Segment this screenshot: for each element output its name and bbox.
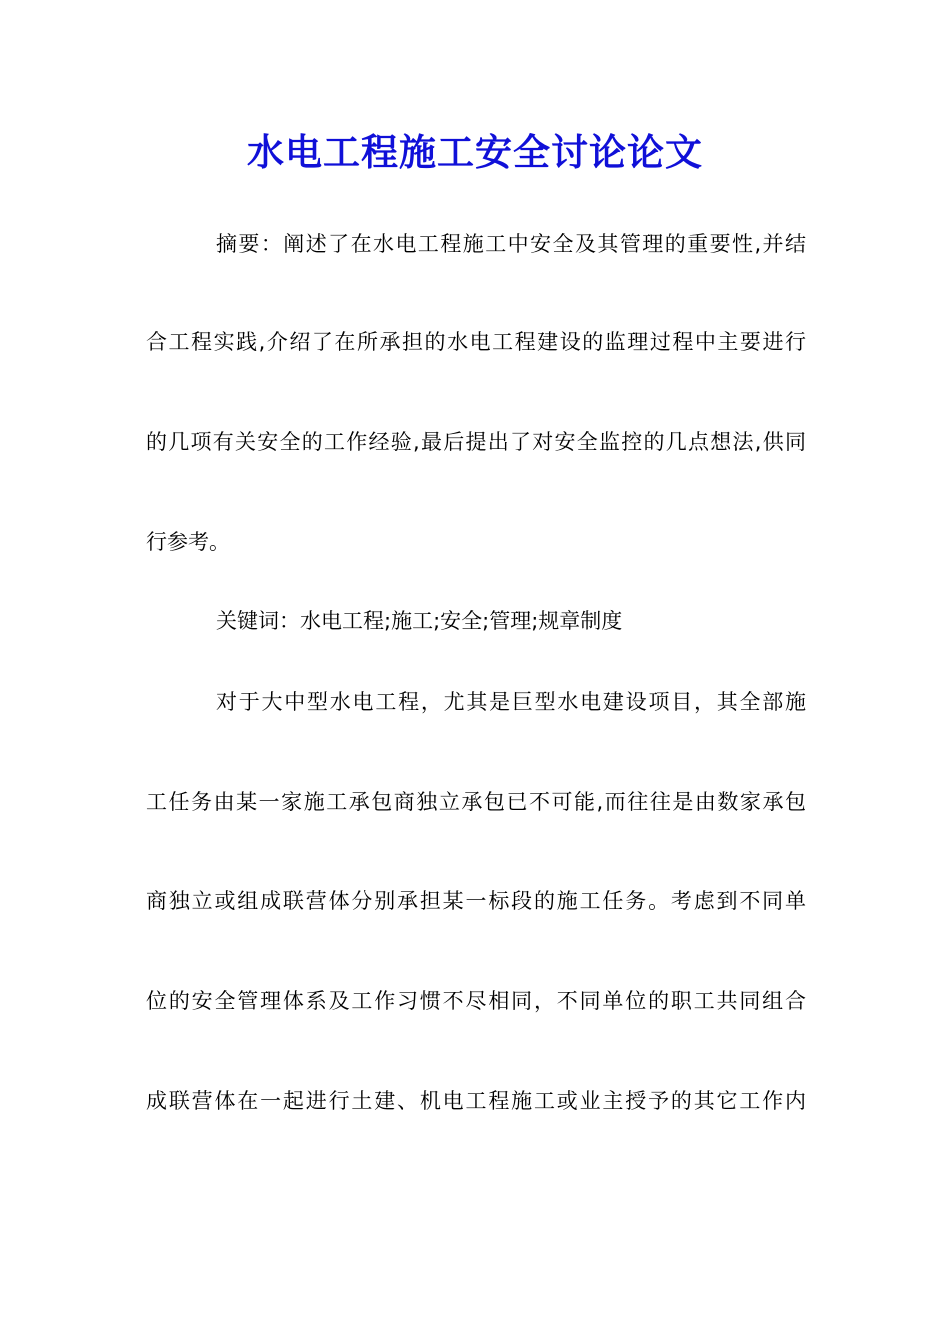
- document-title: 水电工程施工安全讨论论文: [247, 130, 703, 174]
- keywords-line: 关键词：水电工程;施工;安全;管理;规章制度: [216, 609, 623, 633]
- abstract-line: 摘要：阐述了在水电工程施工中安全及其管理的重要性,并结: [216, 232, 806, 256]
- body-line: 成联营体在一起进行土建、机电工程施工或业主授予的其它工作内: [146, 1089, 806, 1113]
- body-line: 商独立或组成联营体分别承担某一标段的施工任务。考虑到不同单: [146, 889, 806, 913]
- body-line: 工任务由某一家施工承包商独立承包已不可能,而往往是由数家承包: [146, 790, 806, 814]
- abstract-line: 合工程实践,介绍了在所承担的水电工程建设的监理过程中主要进行: [146, 330, 806, 354]
- abstract-line: 的几项有关安全的工作经验,最后提出了对安全监控的几点想法,供同: [146, 430, 806, 454]
- body-line: 位的安全管理体系及工作习惯不尽相同，不同单位的职工共同组合: [146, 989, 806, 1013]
- abstract-line: 行参考。: [146, 530, 230, 554]
- body-line: 对于大中型水电工程，尤其是巨型水电建设项目，其全部施: [216, 690, 806, 714]
